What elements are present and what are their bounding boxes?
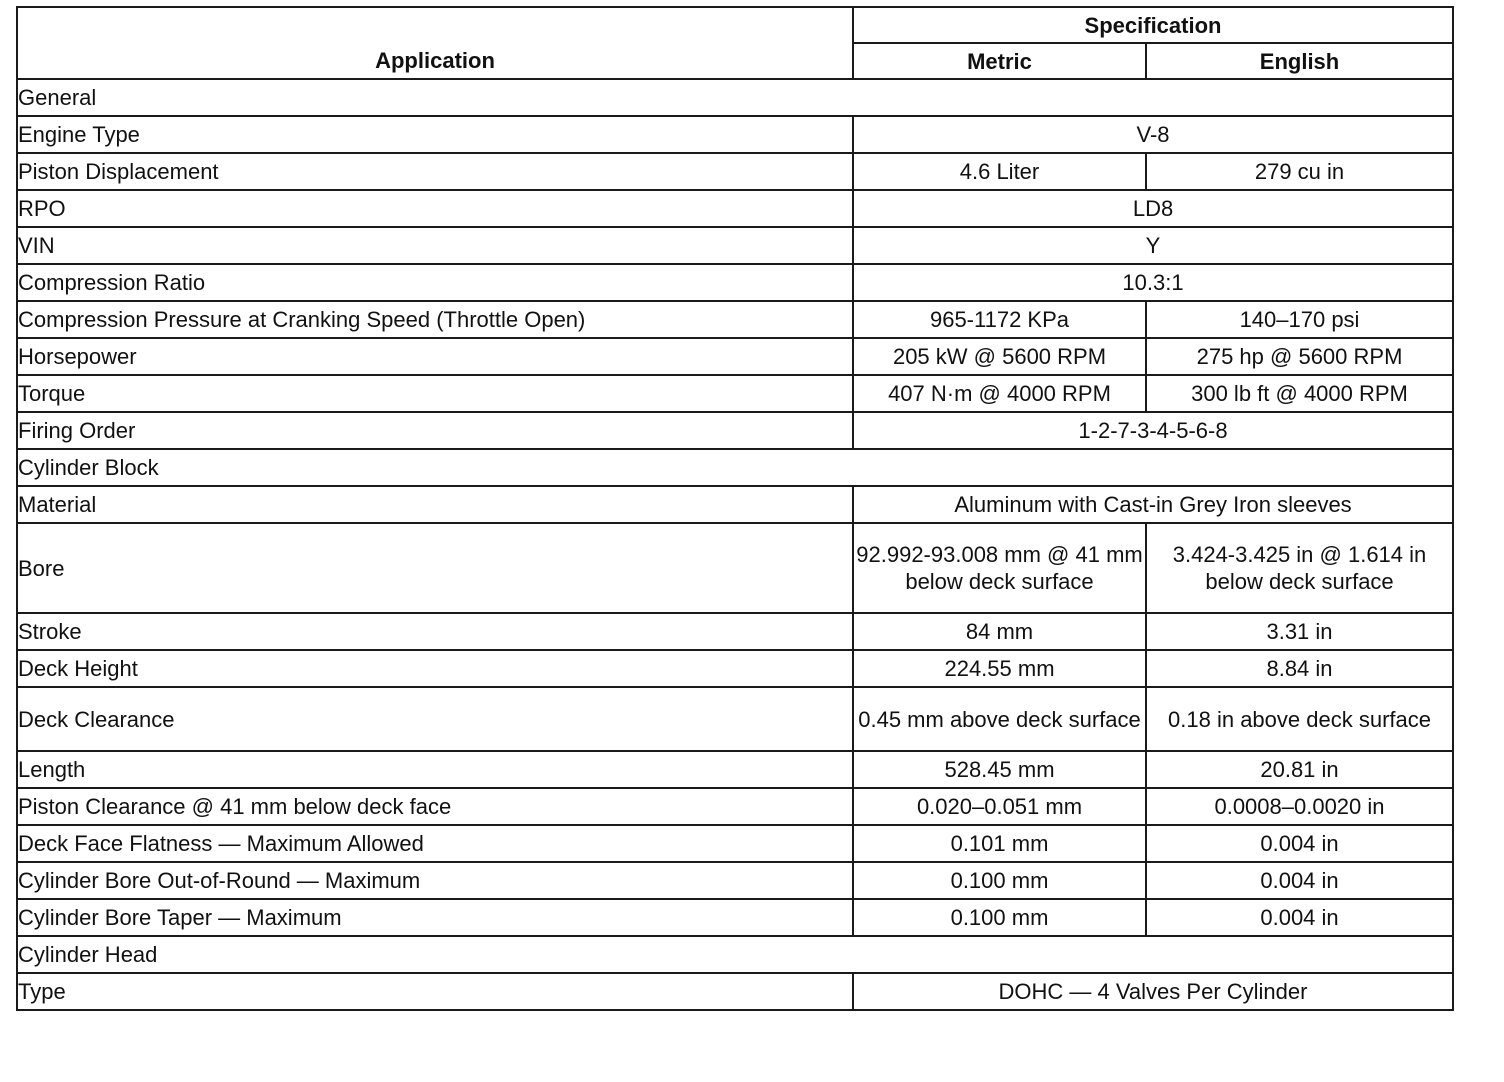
section-title: Cylinder Block (17, 449, 1453, 486)
table-body (17, 79, 1453, 1010)
table-row (17, 788, 1453, 825)
metric-value: 528.45 mm (853, 751, 1146, 788)
application-label: Stroke (17, 613, 853, 650)
english-header: English (1146, 43, 1453, 79)
english-value: 140–170 psi (1146, 301, 1453, 338)
section-row-general (17, 79, 1453, 116)
table-header (17, 7, 1453, 79)
english-value: 0.18 in above deck surface (1146, 687, 1453, 751)
metric-value: 407 N·m @ 4000 RPM (853, 375, 1146, 412)
english-value: 0.004 in (1146, 899, 1453, 936)
application-label: Engine Type (17, 116, 853, 153)
metric-value: 0.020–0.051 mm (853, 788, 1146, 825)
english-value: 0.004 in (1146, 825, 1453, 862)
english-value: 3.31 in (1146, 613, 1453, 650)
spec-value: 10.3:1 (853, 264, 1453, 301)
application-label: Horsepower (17, 338, 853, 375)
metric-value: 0.100 mm (853, 862, 1146, 899)
table-row (17, 227, 1453, 264)
table-row (17, 412, 1453, 449)
application-label: RPO (17, 190, 853, 227)
application-label: Deck Height (17, 650, 853, 687)
section-title: General (17, 79, 1453, 116)
english-value: 20.81 in (1146, 751, 1453, 788)
metric-value: 84 mm (853, 613, 1146, 650)
metric-value: 4.6 Liter (853, 153, 1146, 190)
application-label: VIN (17, 227, 853, 264)
english-value: 279 cu in (1146, 153, 1453, 190)
english-value: 3.424-3.425 in @ 1.614 in below deck surface (1146, 523, 1453, 613)
table-row (17, 116, 1453, 153)
application-label: Cylinder Bore Out-of-Round — Maximum (17, 862, 853, 899)
section-row-cylinder-head (17, 936, 1453, 973)
metric-value: 965-1172 KPa (853, 301, 1146, 338)
metric-value: 0.100 mm (853, 899, 1146, 936)
table-row (17, 153, 1453, 190)
english-value: 0.004 in (1146, 862, 1453, 899)
table-row (17, 899, 1453, 936)
metric-value: 92.992-93.008 mm @ 41 mm below deck surface (853, 523, 1146, 613)
engine-spec-table (16, 6, 1454, 1011)
metric-value: 224.55 mm (853, 650, 1146, 687)
table-row (17, 613, 1453, 650)
table-row (17, 751, 1453, 788)
application-label: Compression Pressure at Cranking Speed (Throttle Open) (17, 301, 853, 338)
english-value: 0.0008–0.0020 in (1146, 788, 1453, 825)
application-label: Cylinder Bore Taper — Maximum (17, 899, 853, 936)
spec-value: Y (853, 227, 1453, 264)
application-label: Deck Clearance (17, 687, 853, 751)
application-label: Piston Displacement (17, 153, 853, 190)
application-label: Compression Ratio (17, 264, 853, 301)
english-value: 300 lb ft @ 4000 RPM (1146, 375, 1453, 412)
spec-value: V-8 (853, 116, 1453, 153)
specification-header: Specification (853, 7, 1453, 43)
table-row (17, 486, 1453, 523)
metric-header: Metric (853, 43, 1146, 79)
application-label: Length (17, 751, 853, 788)
application-label: Piston Clearance @ 41 mm below deck face (17, 788, 853, 825)
section-row-cylinder-block (17, 449, 1453, 486)
spec-value: 1-2-7-3-4-5-6-8 (853, 412, 1453, 449)
english-value: 275 hp @ 5600 RPM (1146, 338, 1453, 375)
table-row (17, 301, 1453, 338)
section-title: Cylinder Head (17, 936, 1453, 973)
table-row (17, 338, 1453, 375)
spec-value: DOHC — 4 Valves Per Cylinder (853, 973, 1453, 1010)
metric-value: 205 kW @ 5600 RPM (853, 338, 1146, 375)
application-label: Bore (17, 523, 853, 613)
table-row (17, 825, 1453, 862)
table-row (17, 862, 1453, 899)
metric-value: 0.101 mm (853, 825, 1146, 862)
spec-value: Aluminum with Cast-in Grey Iron sleeves (853, 486, 1453, 523)
table-row (17, 973, 1453, 1010)
table-row (17, 375, 1453, 412)
table-row (17, 264, 1453, 301)
table-row (17, 190, 1453, 227)
application-label: Deck Face Flatness — Maximum Allowed (17, 825, 853, 862)
application-label: Material (17, 486, 853, 523)
application-label: Type (17, 973, 853, 1010)
english-value: 8.84 in (1146, 650, 1453, 687)
application-header: Application (17, 7, 853, 79)
table-row (17, 687, 1453, 751)
application-label: Torque (17, 375, 853, 412)
table-row (17, 650, 1453, 687)
table-row (17, 523, 1453, 613)
metric-value: 0.45 mm above deck surface (853, 687, 1146, 751)
application-label: Firing Order (17, 412, 853, 449)
spec-value: LD8 (853, 190, 1453, 227)
